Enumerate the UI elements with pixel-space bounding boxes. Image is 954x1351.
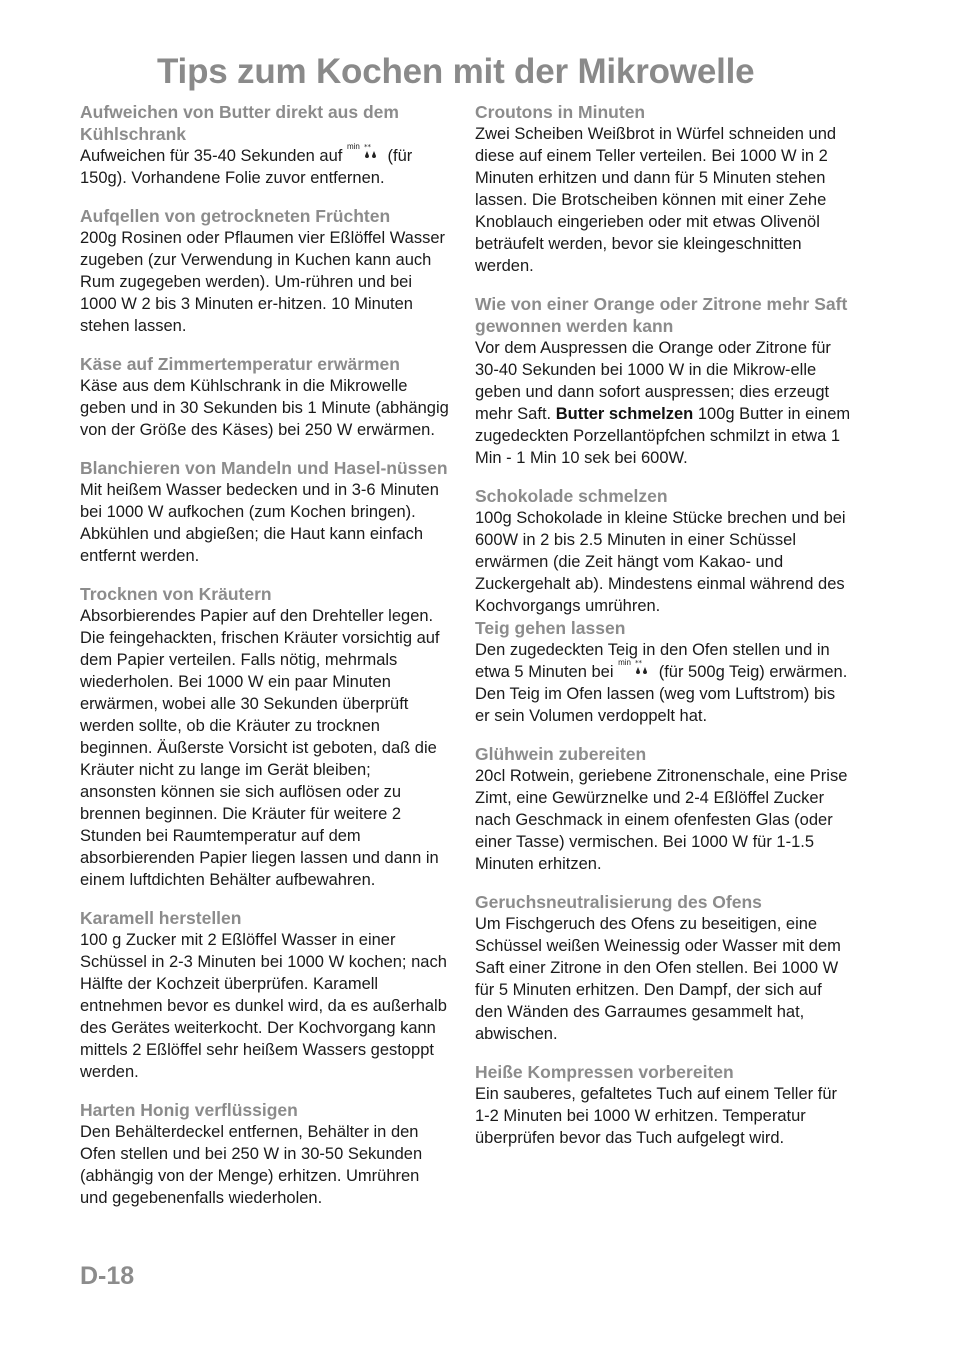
section-honey — [80, 1099, 450, 1209]
page-number: D-18 — [80, 1262, 135, 1290]
defrost-power-symbol — [618, 658, 654, 679]
section-text: 100g Schokolade in kleine Stücke brechen und bei 600W in 2 bis 2.5 Minuten in einer Schüssel erwärmen (die Zeit hängt vom Kakao- und Zuckergehalt ab). Mindestens einmal während des Kochvorgangs umrühren. — [475, 509, 846, 615]
text-after-symbol: (für 500g Teig) erwärmen. Den Teig im Ofen lassen (weg vom Luftstrom) bis er sein Volumen verdoppelt hat. — [475, 663, 848, 725]
section-text: 200g Rosinen oder Pflaumen vier Eßlöffel Wasser zugeben (zur Verwendung in Kuchen kann auch Rum zugegeben werden). Um-rühren und bei 1000 W 2 bis 3 Minuten er-hitzen. 10 Minuten stehen lassen. — [80, 229, 446, 335]
section-caramel — [80, 907, 450, 1083]
section-text: Ein sauberes, gefaltetes Tuch auf einem Teller für 1-2 Minuten bei 1000 W erhitzen. Temperatur überprüfen bevor das Tuch aufgelegt wird. — [475, 1085, 837, 1147]
section-mulled-wine — [475, 743, 851, 875]
section-cheese — [80, 353, 450, 441]
section-text: Mit heißem Wasser bedecken und in 3-6 Minuten bei 1000 W aufkochen (zum Kochen bringen). Abkühlen und abgießen; die Haut kann einfach entfernt werden. — [80, 481, 439, 565]
section-heading: Blanchieren von Mandeln und Hasel-nüssen — [80, 458, 448, 478]
section-citrus — [475, 293, 851, 469]
section-chocolate — [475, 485, 851, 617]
page-title: Tips zum Kochen mit der Mikrowelle — [157, 52, 755, 91]
section-heading: Harten Honig verflüssigen — [80, 1100, 298, 1120]
section-dried-fruits — [80, 205, 450, 337]
section-text: 20cl Rotwein, geriebene Zitronenschale, eine Prise Zimt, eine Gewürznelke und 2-4 Eßlöffel Zucker nach Geschmack in einem ofenfesten Glas (oder einer Tasse) vermischen. Bei 1000 W für 1-1.5 Minuten erhitzen. — [475, 767, 848, 873]
section-text: Um Fischgeruch des Ofens zu beseitigen, eine Schüssel weißen Weinessig oder Wasser mit dem Saft einer Zitrone in den Ofen stellen. Bei 1000 W für 5 Minuten erhitzen. Den Dampf, der sich auf den Wänden des Garraumes gesammelt hat, abwischen. — [475, 915, 841, 1043]
citrus-text: Vor dem Auspressen die Orange oder Zitrone für 30-40 Sekunden bei 1000 W in die Mikrow-elle geben und dann sofort auspressen; dies erzeugt mehr Saft. — [475, 339, 831, 423]
left-column — [80, 101, 450, 1225]
section-text: 100 g Zucker mit 2 Eßlöffel Wasser in einer Schüssel in 2-3 Minuten bei 1000 W kochen; nach Hälfte der Kochzeit überprüfen. Karamell entnehmen bevor es dunkel wird, da es außerhalb des Gerätes weiterkocht. Der Kochvorgang kann mittels 2 Eßlöffel sehr heißem Wassers gestoppt werden. — [80, 931, 447, 1081]
svg-text:**: ** — [363, 143, 371, 151]
section-text: Absorbierendes Papier auf den Drehteller legen. Die feingehackten, frischen Kräuter vorsichtig auf dem Papier verteilen. Falls nötig, mehrmals wiederholen. Bei 1000 W ein paar Minuten erwärmen, wobei alle 30 Sekunden überprüft werden sollte, ob die Kräuter zu trocknen beginnen. Äußerste Vorsicht ist geboten, daß die Kräuter nicht zu lange im Gerät bleiben; ansonsten können sie sich auflösen oder zu brennen beginnen. Die Kräuter für weitere 2 Stunden bei Raumtemperatur auf dem absorbierenden Papier liegen lassen und dann in einem luftdichten Behälter aufbewahren. — [80, 607, 440, 889]
section-text: Den Behälterdeckel entfernen, Behälter in den Ofen stellen und bei 250 W in 30-50 Sekunden (abhängig von der Menge) erhitzen. Umrühren und gegebenenfalls wiederholen. — [80, 1123, 423, 1207]
section-heading: Trocknen von Kräutern — [80, 584, 272, 604]
section-herbs — [80, 583, 450, 891]
section-dough — [475, 617, 851, 727]
svg-text:**: ** — [635, 659, 643, 667]
section-text: Zwei Scheiben Weißbrot in Würfel schneiden und diese auf einem Teller verteilen. Bei 1000 W in 2 Minuten erhitzen und dann für 5 Minuten stehen lassen. Die Brotscheiben können mit einer Zehe Knoblauch eingerieben oder mit etwas Olivenöl beträufelt werden, bevor sie kleingeschnitten werden. — [475, 125, 837, 275]
butter-melting-text: 100g Butter in einem zugedeckten Porzellantöpfchen schmilzt in etwa 1 Min - 1 Min 10 sek bei 600W. — [475, 405, 851, 467]
defrost-power-symbol — [346, 142, 383, 163]
text-after-symbol: (für 150g). Vorhandene Folie zuvor entfernen. — [80, 147, 413, 187]
text-before-symbol: Den zugedeckten Teig in den Ofen stellen und in etwa 5 Minuten bei — [475, 641, 830, 681]
section-odor-neutralizing — [475, 891, 851, 1045]
snowflake-drops-icon — [634, 659, 652, 677]
snowflake-drops-icon — [363, 143, 381, 161]
min-label: min — [346, 142, 360, 151]
section-text — [475, 337, 851, 469]
section-heading: Karamell herstellen — [80, 908, 242, 928]
section-text — [475, 639, 851, 727]
text-before-symbol: Aufweichen für 35-40 Sekunden auf — [80, 147, 343, 165]
section-almonds — [80, 457, 450, 567]
section-heading: Heiße Kompressen vorbereiten — [475, 1062, 734, 1082]
section-heading: Aufweichen von Butter direkt aus dem Kühlschrank — [80, 102, 399, 144]
section-text: Käse aus dem Kühlschrank in die Mikrowelle geben und in 30 Sekunden bis 1 Minute (abhängig von der Größe des Käses) bei 250 W erwärmen. — [80, 377, 449, 439]
section-butter-softening — [80, 101, 450, 189]
section-heading: Geruchsneutralisierung des Ofens — [475, 892, 762, 912]
section-hot-compress — [475, 1061, 851, 1149]
section-heading: Wie von einer Orange oder Zitrone mehr Saft gewonnen werden kann — [475, 294, 848, 336]
inline-heading-butter-melting: Butter schmelzen — [555, 405, 694, 423]
section-heading: Käse auf Zimmertemperatur erwärmen — [80, 354, 400, 374]
min-label: min — [618, 658, 631, 667]
section-heading: Schokolade schmelzen — [475, 486, 668, 506]
right-column — [475, 101, 851, 1165]
section-text — [80, 142, 450, 189]
section-heading: Glühwein zubereiten — [475, 744, 647, 764]
section-heading: Croutons in Minuten — [475, 102, 646, 122]
section-heading: Teig gehen lassen — [475, 618, 626, 638]
section-croutons — [475, 101, 851, 277]
section-heading: Aufqellen von getrockneten Früchten — [80, 206, 391, 226]
